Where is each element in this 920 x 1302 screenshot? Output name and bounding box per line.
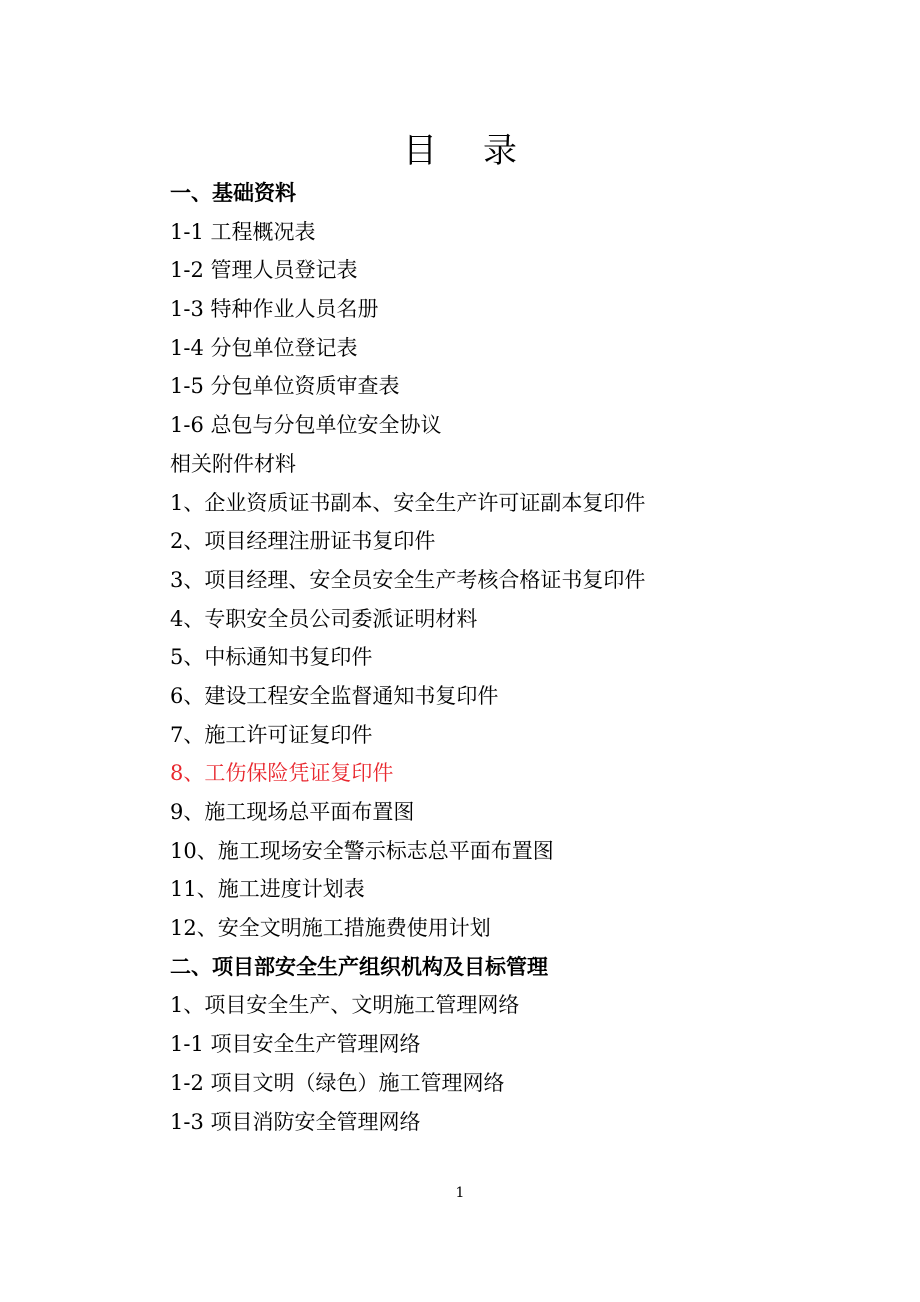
toc-entry: 3、项目经理、安全员安全生产考核合格证书复印件: [170, 567, 646, 592]
toc-entry: 2、项目经理注册证书复印件: [170, 529, 436, 554]
toc-entry: 11、施工进度计划表: [170, 877, 365, 902]
toc-entry: 12、安全文明施工措施费使用计划: [170, 916, 491, 941]
toc-entry: 5、中标通知书复印件: [170, 645, 373, 670]
toc-section-heading: 二、项目部安全生产组织机构及目标管理: [170, 954, 548, 979]
toc-entry: 1-2 管理人员登记表: [170, 258, 358, 283]
toc-entry: 10、施工现场安全警示标志总平面布置图: [170, 838, 554, 863]
toc-entry: 1-3 项目消防安全管理网络: [170, 1109, 421, 1134]
toc-entry: 4、专职安全员公司委派证明材料: [170, 606, 478, 631]
table-of-contents: [170, 174, 870, 1141]
toc-entry: 1-2 项目文明（绿色）施工管理网络: [170, 1070, 505, 1095]
toc-entry: 8、工伤保险凭证复印件: [170, 761, 394, 786]
toc-section-heading: 一、基础资料: [170, 181, 296, 205]
toc-entry: 1、企业资质证书副本、安全生产许可证副本复印件: [170, 490, 646, 515]
toc-entry: 1-1 工程概况表: [170, 219, 316, 244]
toc-entry: 1-4 分包单位登记表: [170, 335, 358, 360]
toc-entry: 6、建设工程安全监督通知书复印件: [170, 683, 499, 708]
toc-entry: 1、项目安全生产、文明施工管理网络: [170, 993, 520, 1018]
page-title: 目录: [403, 131, 563, 171]
toc-entry: 1-1 项目安全生产管理网络: [170, 1032, 421, 1057]
toc-entry: 相关附件材料: [170, 451, 296, 476]
toc-entry: 1-3 特种作业人员名册: [170, 297, 379, 322]
toc-entry: 1-6 总包与分包单位安全协议: [170, 413, 442, 438]
page-number: 1: [455, 1185, 465, 1201]
toc-entry: 1-5 分包单位资质审查表: [170, 374, 400, 399]
toc-entry: 7、施工许可证复印件: [170, 722, 373, 747]
toc-entry: 9、施工现场总平面布置图: [170, 800, 415, 824]
